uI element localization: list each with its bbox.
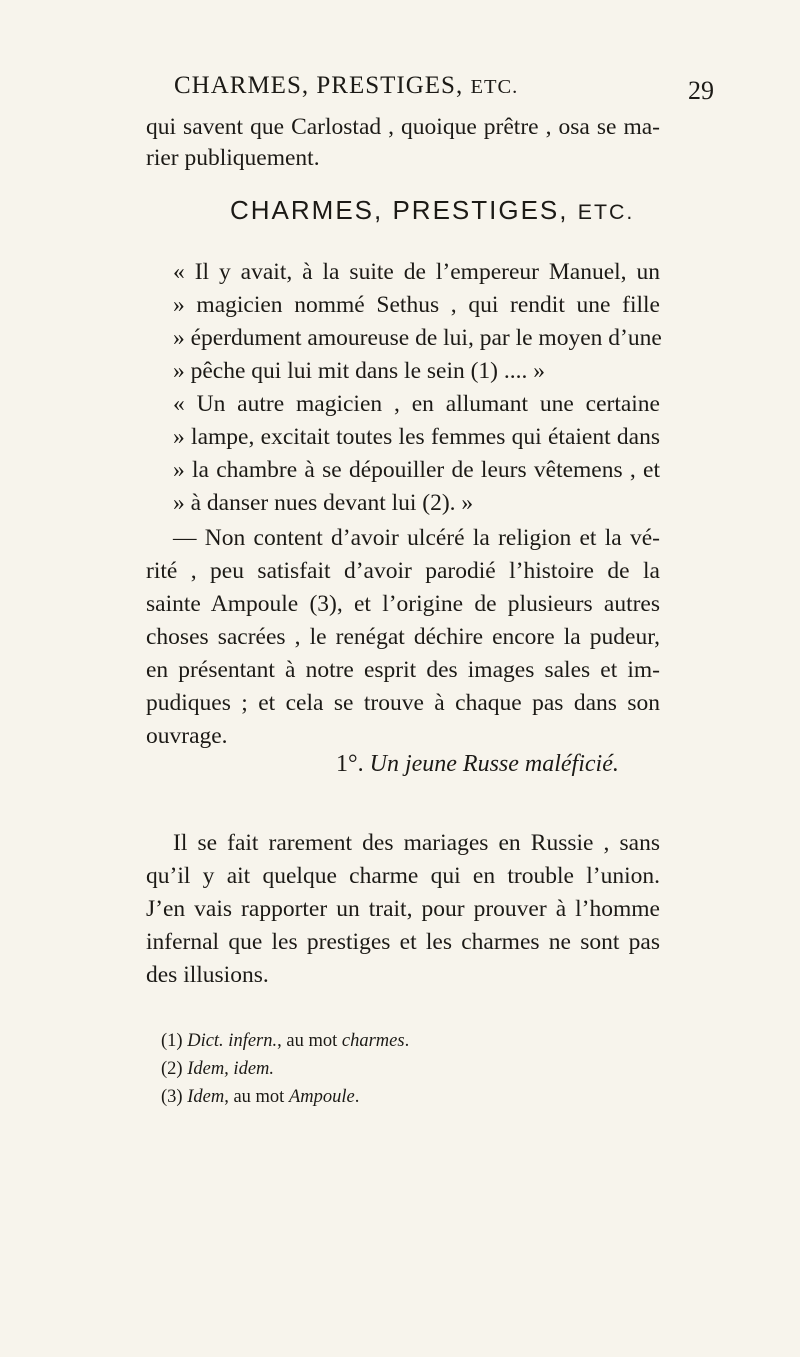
footnote-sep: , au mot <box>277 1031 338 1051</box>
text-line: ouvrage. <box>146 723 228 749</box>
quote-line: » pêche qui lui mit dans le sein (1) .... » <box>173 358 546 384</box>
subheading-title: Un jeune Russe maléficié. <box>369 751 619 777</box>
text-line: rier publiquement. <box>146 145 320 171</box>
running-head-title: CHARMES, PRESTIGES, <box>174 72 464 99</box>
quote-line: » éperdument amoureuse de lui, par le moyen d’une <box>173 325 662 351</box>
text-line: — Non content d’avoir ulcéré la religion et la vé- <box>173 525 660 551</box>
text-line: qui savent que Carlostad , quoique prêtre , osa se ma- <box>146 114 660 140</box>
subheading <box>336 751 619 778</box>
footnote-ref: Dict. infern. <box>187 1031 278 1051</box>
quote-line: » lampe, excitait toutes les femmes qui étaient dans <box>173 424 660 450</box>
footnote-mark: (2) <box>161 1059 183 1079</box>
text-line: choses sacrées , le renégat déchire encore la pudeur, <box>146 624 660 650</box>
footnote <box>161 1059 274 1080</box>
quote-line: » magicien nommé Sethus , qui rendit une fille <box>173 292 660 318</box>
text-line: pudiques ; et cela se trouve à chaque pas dans son <box>146 690 660 716</box>
text-line: sainte Ampoule (3), et l’origine de plusieurs autres <box>146 591 660 617</box>
text-line: rité , peu satisfait d’avoir parodié l’histoire de la <box>146 558 660 584</box>
footnote-end: . <box>404 1031 410 1051</box>
footnote <box>161 1031 409 1052</box>
page-number: 29 <box>688 76 714 105</box>
section-title <box>230 195 634 226</box>
running-head <box>174 72 518 100</box>
running-head-etc: ETC. <box>470 76 519 98</box>
quote-line: « Un autre magicien , en allumant une certaine <box>173 391 660 417</box>
quote-line: « Il y avait, à la suite de l’empereur Manuel, un <box>173 259 660 285</box>
section-title-etc: ETC. <box>577 200 635 224</box>
footnote-word: charmes <box>341 1031 405 1051</box>
footnote-end: . <box>354 1087 360 1107</box>
text-line: infernal que les prestiges et les charmes ne sont pas <box>146 929 660 955</box>
footnote-ref: Idem <box>187 1087 225 1107</box>
subheading-number: 1°. <box>336 751 364 777</box>
text-line: Il se fait rarement des mariages en Russie , sans <box>173 830 660 856</box>
text-line: qu’il y ait quelque charme qui en trouble l’union. <box>146 863 660 889</box>
quote-line: » à danser nues devant lui (2). » <box>173 490 474 516</box>
footnote-mark: (1) <box>161 1031 183 1051</box>
section-title-text: CHARMES, PRESTIGES, <box>230 195 569 225</box>
footnote-word: Ampoule <box>288 1087 355 1107</box>
footnote-sep: , au mot <box>224 1087 285 1107</box>
quote-line: » la chambre à se dépouiller de leurs vêtemens , et <box>173 457 660 483</box>
footnote <box>161 1087 359 1108</box>
text-line: en présentant à notre esprit des images sales et im- <box>146 657 660 683</box>
footnote-ref: Idem, idem. <box>187 1059 275 1079</box>
footnote-mark: (3) <box>161 1087 183 1107</box>
text-line: J’en vais rapporter un trait, pour prouver à l’homme <box>146 896 660 922</box>
text-line: des illusions. <box>146 962 269 988</box>
